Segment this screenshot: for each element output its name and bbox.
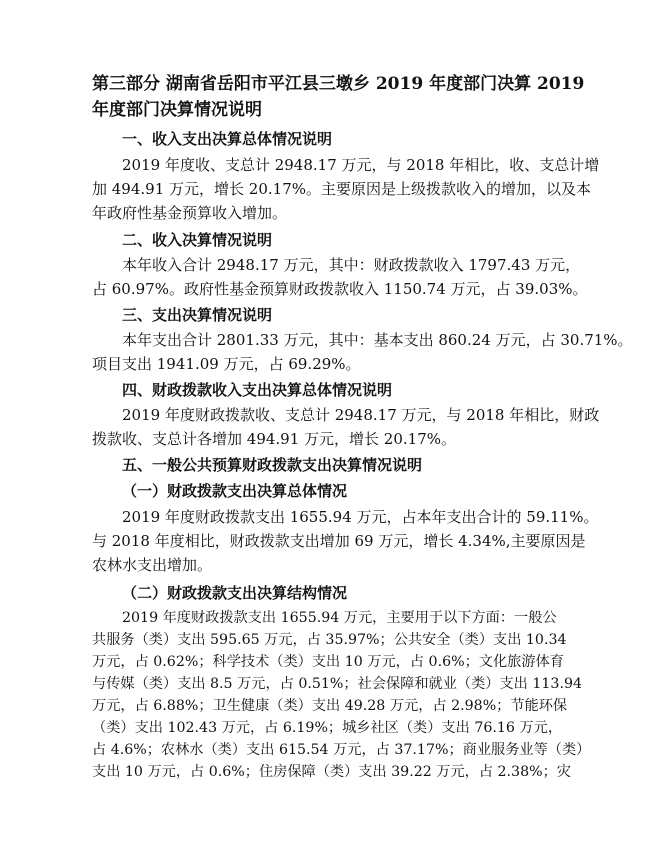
subsection-2-line: 2019 年度财政拨款支出 1655.94 万元，主要用于以下方面：一般公 <box>122 610 557 626</box>
subsection-2-line: 共服务（类）支出 595.65 万元，占 35.97%；公共安全（类）支出 10.34 <box>92 632 567 648</box>
document-title-line-1: 第三部分 湖南省岳阳市平江县三墩乡 2019 年度部门决算 2019 <box>92 74 585 94</box>
section-3-line: 本年支出合计 2801.33 万元，其中：基本支出 860.24 万元，占 30.71%。 <box>122 331 633 349</box>
subsection-2-line: （类）支出 102.43 万元，占 6.19%；城乡社区（类）支出 76.16 万元， <box>92 720 563 736</box>
section-2-line: 本年收入合计 2948.17 万元，其中：财政拨款收入 1797.43 万元， <box>122 256 581 274</box>
section-5-heading: 五、一般公共预算财政拨款支出决算情况说明 <box>122 456 423 474</box>
subsection-1-line: 农林水支出增加。 <box>92 556 213 574</box>
subsection-2-line: 万元，占 6.88%；卫生健康（类）支出 49.28 万元，占 2.98%；节能环保 <box>92 698 568 714</box>
subsection-1-line: 与 2018 年度相比，财政拨款支出增加 69 万元，增长 4.34%,主要原因是 <box>92 532 586 550</box>
section-4-heading: 四、财政拨款收入支出决算总体情况说明 <box>122 381 393 399</box>
subsection-2-line: 万元，占 0.62%；科学技术（类）支出 10 万元，占 0.6%；文化旅游体育 <box>92 654 564 670</box>
section-2-heading: 二、收入决算情况说明 <box>122 231 273 249</box>
subsection-2-line: 支出 10 万元，占 0.6%；住房保障（类）支出 39.22 万元，占 2.38%；灾 <box>92 764 571 780</box>
subsection-2-heading: （二）财政拨款支出决算结构情况 <box>122 584 348 602</box>
subsection-2-line: 占 4.6%；农林水（类）支出 615.54 万元，占 37.17%；商业服务业等（类） <box>92 742 591 758</box>
section-3-heading: 三、支出决算情况说明 <box>122 306 273 324</box>
section-1-line: 加 494.91 万元，增长 20.17%。主要原因是上级拨款收入的增加，以及本 <box>92 180 591 198</box>
section-1-line: 2019 年度收、支总计 2948.17 万元，与 2018 年相比，收、支总计增 <box>122 156 600 174</box>
section-3-line: 项目支出 1941.09 万元，占 69.29%。 <box>92 355 361 373</box>
subsection-2-line: 与传媒（类）支出 8.5 万元，占 0.51%；社会保障和就业（类）支出 113.94 <box>92 676 583 692</box>
section-4-line: 拨款收、支总计各增加 494.91 万元，增长 20.17%。 <box>92 430 456 448</box>
section-1-heading: 一、收入支出决算总体情况说明 <box>122 130 333 148</box>
document-title-line-2: 年度部门决算情况说明 <box>92 100 262 120</box>
subsection-1-line: 2019 年度财政拨款支出 1655.94 万元，占本年支出合计的 59.11%。 <box>122 508 599 526</box>
subsection-1-heading: （一）财政拨款支出决算总体情况 <box>122 482 348 500</box>
section-1-line: 年政府性基金预算收入增加。 <box>92 204 288 222</box>
section-2-line: 占 60.97%。政府性基金预算财政拨款收入 1150.74 万元，占 39.03%。 <box>92 280 588 298</box>
section-4-line: 2019 年度财政拨款收、支总计 2948.17 万元，与 2018 年相比，财政 <box>122 406 600 424</box>
